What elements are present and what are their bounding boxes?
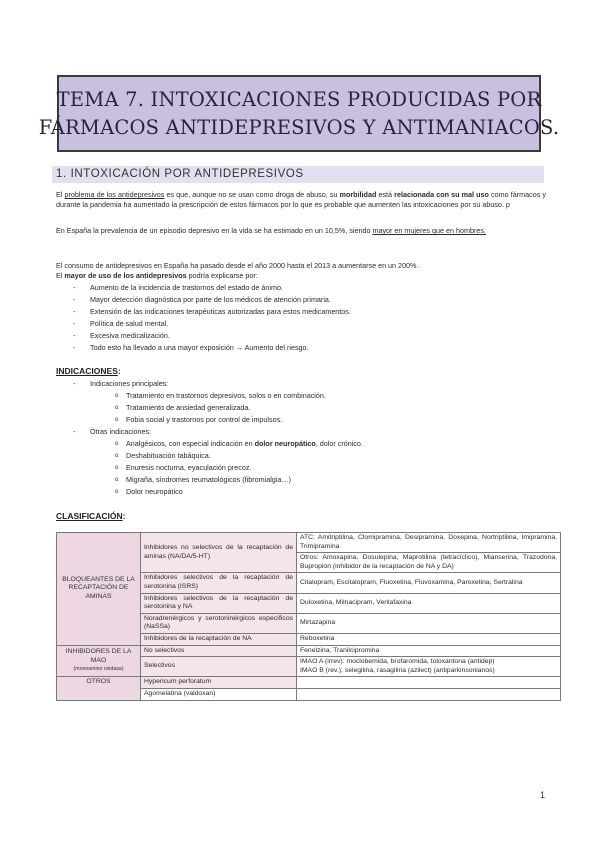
otra-indicacion-item: o Analgésicos, con especial indicación en dolor neuropático, dolor crónico. — [115, 439, 363, 448]
subcategory-cell: Inhibidores selectivos de la recaptación de serotonina (ISRS) — [141, 573, 297, 593]
examples-cell: Duloxetina, Milnacipram, Venlafaxina — [297, 593, 561, 613]
title-line-2: FÁRMACOS ANTIDEPRESIVOS Y ANTIMANIACOS. — [38, 115, 560, 139]
page-number: 1 — [540, 790, 546, 800]
section-heading: 1. INTOXICACIÓN POR ANTIDEPRESIVOS — [52, 166, 544, 183]
examples-cell: Fenelzina, Tranilcipromina — [297, 645, 561, 657]
otra-indicacion-item: o Dolor neuropático — [115, 487, 183, 496]
examples-cell: Reboxetina — [297, 633, 561, 645]
category-cell: INHIBIDORES DE LA MAO (monoamino oxidasa) — [57, 645, 141, 677]
cause-item: - Todo esto ha llevado a una mayor exposición → Aumento del riesgo. — [73, 343, 309, 352]
examples-cell — [297, 677, 561, 689]
category-cell: OTROS — [57, 677, 141, 700]
subcategory-cell: Selectivos — [141, 657, 297, 677]
subcategory-cell: Inhibidores no selectivos de la recaptación de aminas (NA/DA/5-HT) — [141, 533, 297, 573]
intro-paragraph-4: El mayor de uso de los antidepresivos podría explicarse por: — [56, 271, 258, 280]
cause-item: - Extensión de las indicaciones terapéuticas autorizadas para estos medicamentos. — [73, 307, 351, 316]
examples-cell: Citalopram, Escitalopram, Fluoxetina, Fluvoxamina, Paroxetina, Sertralina — [297, 573, 561, 593]
category-cell: BLOQUEANTES DE LA RECAPTACIÓN DE AMINAS — [57, 533, 141, 646]
indicacion-principal-item: o Tratamiento de ansiedad generalizada. — [115, 403, 251, 412]
otra-indicacion-item: o Migraña, síndromes reumatológicos (fibromialgia…) — [115, 475, 291, 484]
classification-table — [56, 532, 561, 701]
indicacion-principal-item: o Tratamiento en trastornos depresivos, solos o en combinación. — [115, 391, 326, 400]
intro-paragraph-1: El problema de los antidepresivos es que, aunque no se usan como droga de abuso, su morbilidad está relacionada con su mal uso como fármacos y durante la pandemia ha aumentado la prescripción de estos fármacos por lo que es probable que aumenten las intoxicaciones por su abuso. p — [56, 190, 546, 209]
title-line-1: TEMA 7. INTOXICACIONES PRODUCIDAS POR — [56, 87, 542, 111]
intro-paragraph-2: En España la prevalencia de un episodio depresivo en la vida se ha estimado en un 10,5%, siendo mayor en mujeres que en hombres. — [56, 226, 486, 235]
otra-indicacion-item: o Enuresis nocturna, eyaculación precoz. — [115, 463, 252, 472]
examples-cell: Otros: Amoxapina, Dosulepina, Maprotilina (tetracíclico), Mianserina, Trazodona, Bupropión (inhibidor de la recaptación de NA y DA) — [297, 553, 561, 573]
subcategory-cell: Noradrenérgicos y serotoninérgicos específicos (NaSSa) — [141, 613, 297, 633]
indicacion-principal-item: o Fobia social y trastornos por control de impulsos. — [115, 415, 283, 424]
indicaciones-principales-label: - Indicaciones principales: — [73, 379, 169, 388]
examples-cell: IMAO A (irrev): moclobemida, brofaromida, toloxantona (antidep) IMAO B (rev.); selegilina, rasagilina (azilect) (antiparkinsonianos) — [297, 657, 561, 677]
subcategory-cell: Inhibidores de la recaptación de NA — [141, 633, 297, 645]
intro-paragraph-3: El consumo de antidepresivos en España ha pasado desde el año 2000 hasta el 2013 a aumentarse en un 200%. — [56, 261, 419, 270]
examples-cell: ATC: Amitriptilina, Clomipramina, Desipramina, Doxepina, Nortriptilina, Imipramina, Trimipramina — [297, 533, 561, 553]
cause-item: - Excesiva medicalización. — [73, 331, 170, 340]
otra-indicacion-item: o Deshabituación tabáquica. — [115, 451, 211, 460]
subcategory-cell: Inhibidores selectivos de la recaptación de serotonina y NA — [141, 593, 297, 613]
cause-item: - Mayor detección diagnóstica por parte de los médicos de atención primaria. — [73, 295, 331, 304]
table-row — [57, 677, 561, 689]
subcategory-cell: No selectivos — [141, 645, 297, 657]
table-row — [57, 645, 561, 657]
title-box — [38, 75, 560, 152]
cause-item: - Política de salud mental. — [73, 319, 169, 328]
cause-item: - Aumento de la incidencia de trastornos del estado de ánimo. — [73, 283, 283, 292]
examples-cell: Mirtazapina — [297, 613, 561, 633]
indicaciones-heading: INDICACIONES: — [56, 366, 121, 376]
otras-indicaciones-label: - Otras indicaciones: — [73, 427, 152, 436]
subcategory-cell: Hypericum perforatum — [141, 677, 297, 689]
examples-cell — [297, 688, 561, 700]
table-row — [57, 533, 561, 553]
clasificacion-heading: CLASIFICACIÓN: — [56, 511, 126, 521]
subcategory-cell: Agomelatina (valdoxan) — [141, 688, 297, 700]
